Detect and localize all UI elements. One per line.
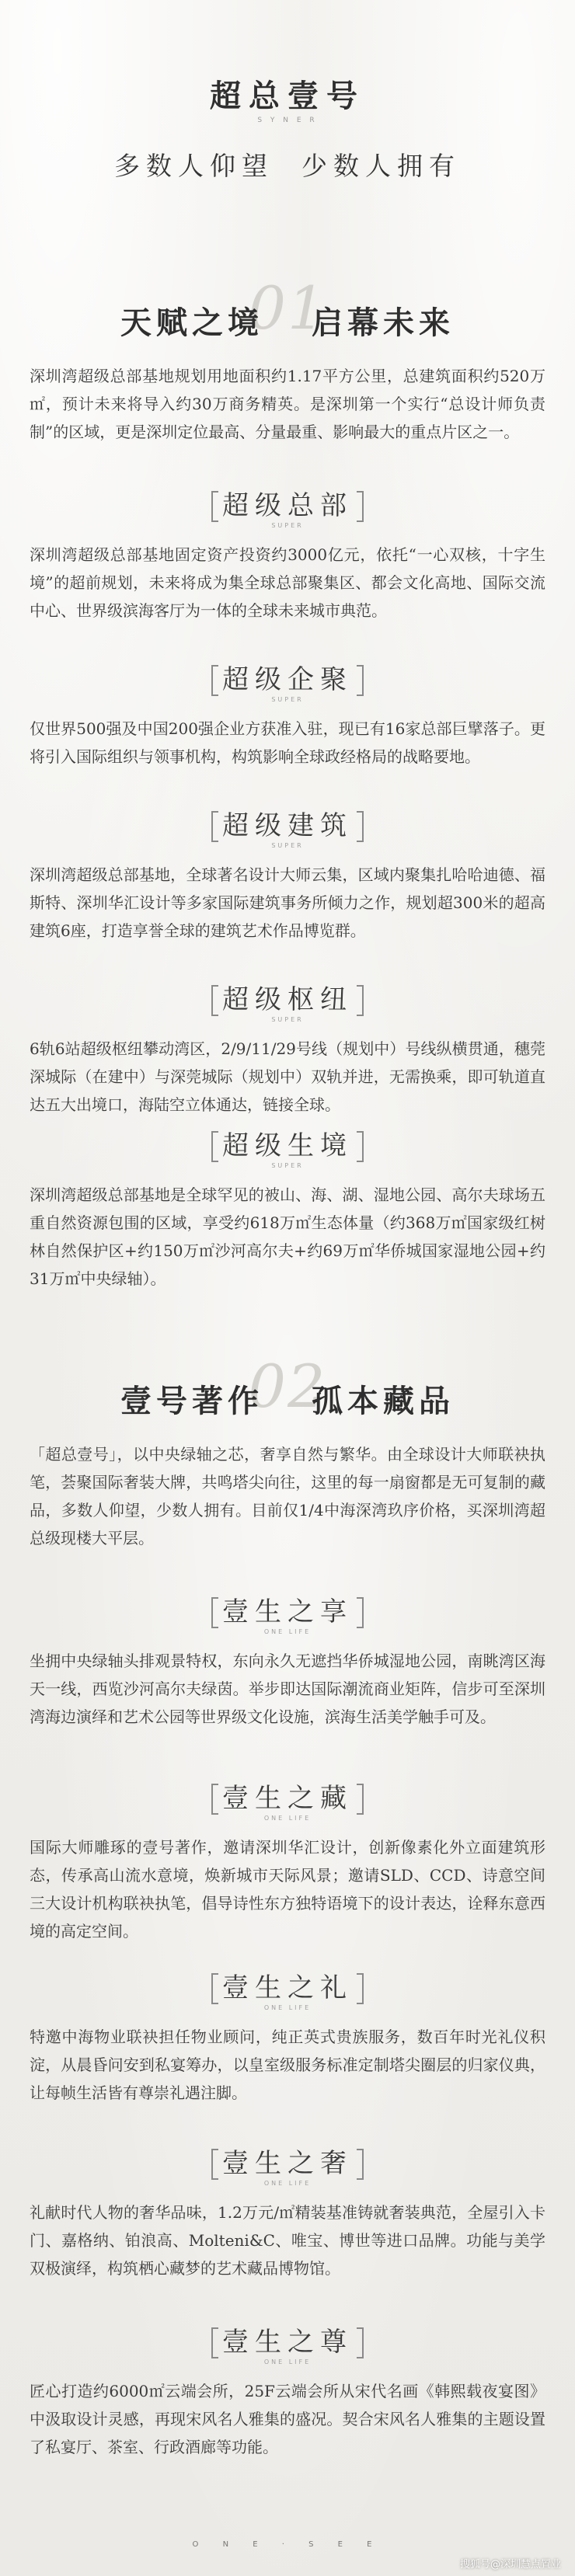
- subheading-frame: [211, 2144, 364, 2188]
- paragraph-ceremony: 特邀中海物业联袂担任物业顾问，纯正英式贵族服务，数百年时光礼仪积淀，从晨昏问安到私宴筹办，以皇室级服务标准定制塔尖圈层的归家仪典，让每帧生活皆有尊崇礼遇注脚。: [30, 2028, 545, 2102]
- tagline-left: 多数人仰望: [114, 151, 274, 181]
- subheading-super-ecology: [0, 1126, 575, 1175]
- subheading-en: SUPER: [271, 1162, 304, 1169]
- subheading-text: 超级总部: [222, 490, 353, 521]
- subheading-frame: [211, 1593, 364, 1636]
- section-1-intro: 深圳湾超级总部基地规划用地面积约1.17平方公里，总建筑面积约520万㎡，预计未来将导入约30万商务精英。是深圳第一个实行“总设计师负责制”的区域，更是深圳定位最高、分量最重、影响最大的重点片区之一。: [30, 367, 545, 441]
- section-1-title-left: 天赋之境: [120, 305, 263, 341]
- section-2-number: 02: [248, 1352, 327, 1421]
- paragraph-luxury: 礼献时代人物的奢华品味，1.2万元/㎡精装基准铸就奢装典范，全屋引入卡门、嘉格纳、铂浪高、Molteni&C、唯宝、博世等进口品牌。功能与美学双极演绎，构筑栖心藏梦的艺术藏品博物馆。: [30, 2203, 545, 2278]
- paragraph-super-hub: 6轨6站超级枢纽攀动湾区，2/9/11/29号线（规划中）号线纵横贯通，穗莞深城际（在建中）与深莞城际（规划中）双轨并进，无需换乘，即可轨道直达五大出境口，海陆空立体通达，链接全球。: [30, 1039, 545, 1114]
- section-2-title-right: 孤本藏品: [312, 1383, 455, 1419]
- subheading-luxury: [0, 2144, 575, 2192]
- subheading-frame: [211, 2323, 364, 2366]
- paragraph-super-hq: 深圳湾超级总部基地固定资产投资约3000亿元，依托“一心双核，十字生境”的超前规划，未来将成为集全球总部聚集区、都会文化高地、国际交流中心、世界级滨海客厅为一体的全球未来城市典范。: [30, 545, 545, 620]
- section-2-title-left: 壹号著作: [120, 1383, 263, 1419]
- subheading-text: 壹生之享: [222, 1596, 353, 1627]
- subheading-text: 超级建筑: [222, 810, 353, 841]
- tagline-right: 少数人拥有: [301, 151, 461, 181]
- watermark: 搜狐号@深圳慧点置业: [459, 2559, 561, 2571]
- paragraph-collection: 国际大师雕琢的壹号著作，邀请深圳华汇设计，创新像素化外立面建筑形态，传承高山流水意境，焕新城市天际风景；邀请SLD、CCD、诗意空间三大设计机构联袂执笔，倡导诗性东方独特语境下的设计表达，诠释东意西境的高定空间。: [30, 1838, 545, 1941]
- paragraph-super-architecture: 深圳湾超级总部基地，全球著名设计大师云集，区域内聚集扎哈哈迪德、福斯特、深圳华汇设计等多家国际建筑事务所倾力之作，规划超300米的超高建筑6座，打造享誉全球的建筑艺术作品博览群。: [30, 865, 545, 940]
- paragraph-enjoy: 坐拥中央绿轴头排观景特权，东向永久无遮挡华侨城湿地公园，南眺湾区海天一线，西览沙河高尔夫绿茵。举步即达国际潮流商业矩阵，信步可至深圳湾海边演绎和艺术公园等世界级文化设施，滨海生活美学触手可及。: [30, 1652, 545, 1726]
- subheading-ceremony: [0, 1969, 575, 2017]
- subheading-text: 壹生之礼: [222, 1972, 353, 2003]
- subheading-text: 超级企聚: [222, 664, 353, 695]
- tagline: [0, 146, 575, 183]
- subheading-frame: [211, 486, 364, 530]
- page-title: 超总壹号: [210, 78, 365, 114]
- subheading-frame: [211, 660, 364, 704]
- subheading-super-hub: [0, 980, 575, 1029]
- section-1-title-right: 启幕未来: [312, 305, 455, 341]
- paragraph-super-ecology: 深圳湾超级总部基地是全球罕见的被山、海、湖、湿地公园、高尔夫球场五重自然资源包围的区域，享受约618万㎡生态体量（约368万㎡国家级红树林自然保护区+约150万㎡沙河高尔夫+约69万㎡华侨城国家湿地公园+约31万㎡中央绿轴）。: [30, 1185, 545, 1288]
- subheading-honor: [0, 2323, 575, 2371]
- page-title-en: S Y N E R: [257, 117, 318, 124]
- section-1-heading: [0, 273, 575, 359]
- subheading-super-architecture: [0, 806, 575, 855]
- subheading-frame: [211, 980, 364, 1024]
- subheading-enjoy: [0, 1593, 575, 1641]
- subheading-en: SUPER: [271, 522, 304, 529]
- subheading-en: SUPER: [271, 1016, 304, 1023]
- subheading-en: ONE LIFE: [263, 1628, 312, 1635]
- subheading-frame: [211, 1969, 364, 2012]
- subheading-en: ONE LIFE: [263, 2358, 312, 2365]
- subheading-en: ONE LIFE: [263, 1815, 312, 1822]
- subheading-en: SUPER: [271, 842, 304, 849]
- paragraph-honor: 匠心打造约6000㎡云端会所，25F云端会所从宋代名画《韩熙载夜宴图》中汲取设计灵感，再现宋风名人雅集的盛况。契合宋风名人雅集的主题设置了私宴厅、茶室、行政酒廊等功能。: [30, 2382, 545, 2456]
- subheading-super-hq: [0, 486, 575, 534]
- subheading-text: 壹生之奢: [222, 2148, 353, 2179]
- subheading-en: SUPER: [271, 696, 304, 703]
- subheading-en: ONE LIFE: [263, 2004, 312, 2011]
- paragraph-super-enterprise: 仅世界500强及中国200强企业方获准入驻，现已有16家总部巨擘落子。更将引入国际组织与领事机构，构筑影响全球政经格局的战略要地。: [30, 719, 545, 766]
- subheading-en: ONE LIFE: [263, 2180, 312, 2187]
- section-1-title: [0, 298, 575, 343]
- subheading-super-enterprise: [0, 660, 575, 708]
- section-2-intro: 「超总壹号」，以中央绿轴之芯，奢享自然与繁华。由全球设计大师联袂执笔，荟聚国际奢装大牌，共鸣塔尖向往，这里的每一扇窗都是无可复制的藏品，多数人仰望，少数人拥有。目前仅1/4中海深湾玖序价格，买深圳湾超总级现楼大平层。: [30, 1445, 545, 1547]
- subheading-frame: [211, 1779, 364, 1822]
- subheading-text: 壹生之尊: [222, 2327, 353, 2358]
- subheading-frame: [211, 806, 364, 850]
- subheading-frame: [211, 1126, 364, 1170]
- subheading-collection: [0, 1779, 575, 1827]
- subheading-text: 超级枢纽: [222, 984, 353, 1015]
- footer-strip: O N E · S E E: [192, 2540, 383, 2549]
- subheading-text: 壹生之藏: [222, 1783, 353, 1814]
- section-2-heading: [0, 1352, 575, 1437]
- subheading-text: 超级生境: [222, 1130, 353, 1161]
- section-2-title: [0, 1377, 575, 1421]
- section-1-number: 01: [248, 273, 327, 343]
